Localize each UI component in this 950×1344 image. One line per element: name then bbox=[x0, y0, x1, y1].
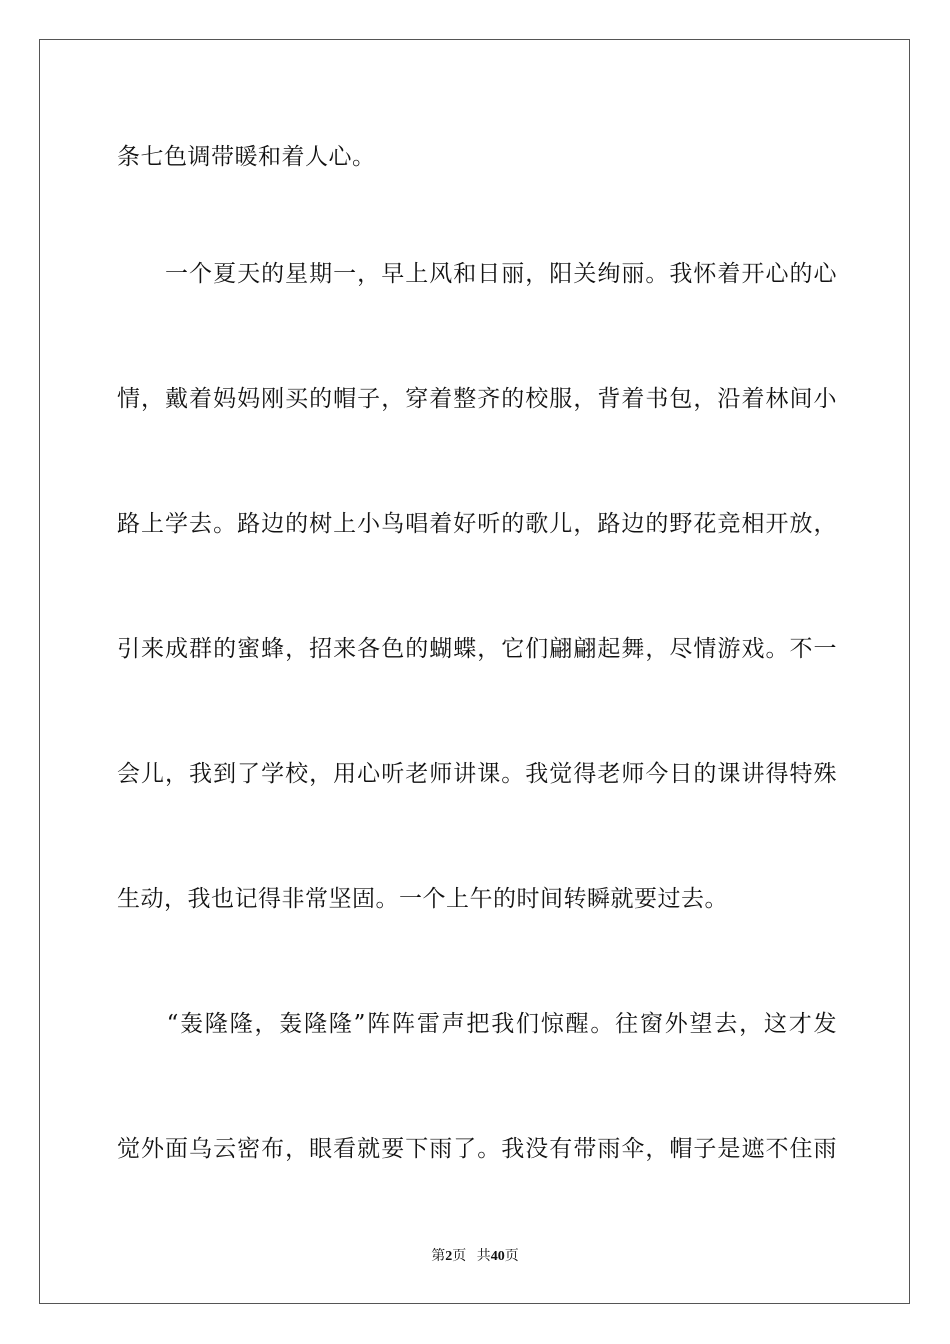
text-line-5: 引来成群的蜜蜂，招来各色的蝴蝶，它们翩翩起舞，尽情游戏。不一 bbox=[117, 636, 837, 662]
text-line-2: 一个夏天的星期一，早上风和日丽，阳关绚丽。我怀着开心的心 bbox=[117, 261, 837, 287]
page-footer bbox=[0, 1247, 950, 1267]
footer-page-suffix: 页 bbox=[452, 1249, 467, 1264]
footer-total-pages: 40 bbox=[490, 1249, 505, 1264]
text-line-9: 觉外面乌云密布，眼看就要下雨了。我没有带雨伞，帽子是遮不住雨 bbox=[117, 1136, 837, 1162]
text-line-6: 会儿，我到了学校，用心听老师讲课。我觉得老师今日的课讲得特殊 bbox=[117, 761, 837, 787]
footer-total-prefix: 共 bbox=[476, 1249, 491, 1264]
page-border bbox=[39, 39, 910, 1304]
text-line-1: 条七色调带暖和着人心。 bbox=[117, 144, 376, 170]
text-line-4: 路上学去。路边的树上小鸟唱着好听的歌儿，路边的野花竞相开放， bbox=[117, 511, 837, 537]
text-line-3: 情，戴着妈妈刚买的帽子，穿着整齐的校服，背着书包，沿着林间小 bbox=[117, 386, 837, 412]
text-line-8: “轰隆隆，轰隆隆”阵阵雷声把我们惊醒。往窗外望去，这才发 bbox=[117, 1011, 837, 1037]
footer-total-suffix: 页 bbox=[504, 1249, 519, 1264]
text-line-7: 生动，我也记得非常坚固。一个上午的时间转瞬就要过去。 bbox=[117, 886, 728, 912]
footer-page-number: 2 bbox=[445, 1249, 453, 1264]
footer-page-prefix: 第 bbox=[431, 1249, 446, 1264]
